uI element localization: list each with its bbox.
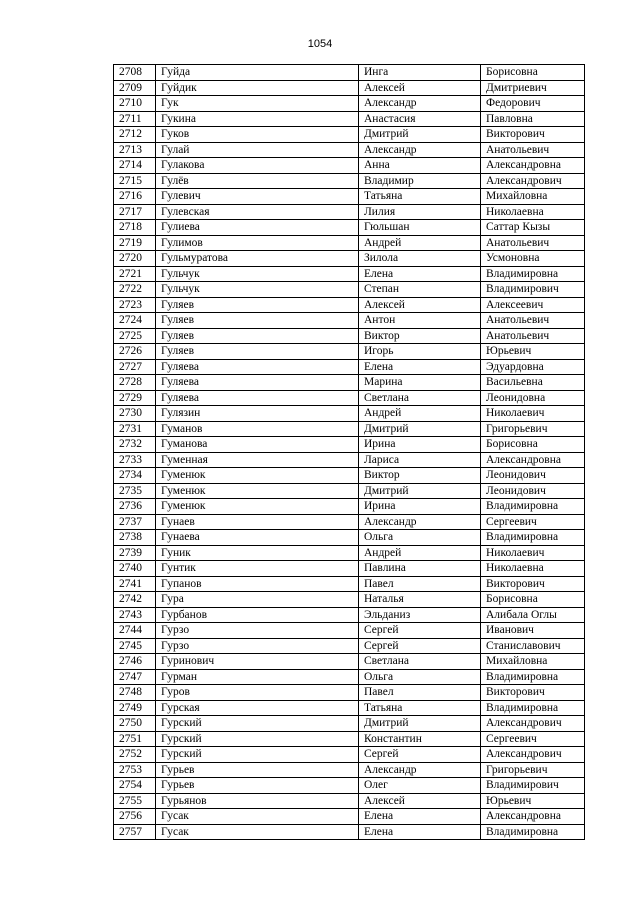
last-name-cell: Гурзо (156, 638, 359, 654)
row-number-cell: 2731 (114, 421, 156, 437)
first-name-cell: Сергей (359, 623, 481, 639)
table-row (114, 390, 585, 406)
last-name-cell: Гуляева (156, 359, 359, 375)
row-number-cell: 2725 (114, 328, 156, 344)
table-row (114, 297, 585, 313)
first-name-cell: Елена (359, 359, 481, 375)
last-name-cell: Гурский (156, 747, 359, 763)
table-row (114, 189, 585, 205)
last-name-cell: Гулевская (156, 204, 359, 220)
last-name-cell: Гулевич (156, 189, 359, 205)
row-number-cell: 2753 (114, 762, 156, 778)
last-name-cell: Гульмуратова (156, 251, 359, 267)
first-name-cell: Елена (359, 824, 481, 840)
patronymic-cell: Борисовна (481, 592, 585, 608)
patronymic-cell: Владимирович (481, 778, 585, 794)
table-row (114, 747, 585, 763)
row-number-cell: 2726 (114, 344, 156, 360)
last-name-cell: Гупанов (156, 576, 359, 592)
last-name-cell: Гура (156, 592, 359, 608)
last-name-cell: Гурский (156, 731, 359, 747)
table-row (114, 359, 585, 375)
patronymic-cell: Александрович (481, 173, 585, 189)
patronymic-cell: Александрович (481, 716, 585, 732)
row-number-cell: 2743 (114, 607, 156, 623)
table-row (114, 669, 585, 685)
row-number-cell: 2730 (114, 406, 156, 422)
patronymic-cell: Александровна (481, 158, 585, 174)
row-number-cell: 2708 (114, 65, 156, 81)
table-row (114, 65, 585, 81)
first-name-cell: Андрей (359, 235, 481, 251)
patronymic-cell: Викторович (481, 127, 585, 143)
patronymic-cell: Владимировна (481, 266, 585, 282)
last-name-cell: Гуляев (156, 344, 359, 360)
first-name-cell: Павел (359, 685, 481, 701)
table-row (114, 545, 585, 561)
last-name-cell: Гурман (156, 669, 359, 685)
last-name-cell: Гурьянов (156, 793, 359, 809)
first-name-cell: Ольга (359, 669, 481, 685)
last-name-cell: Гуляев (156, 328, 359, 344)
last-name-cell: Гулай (156, 142, 359, 158)
first-name-cell: Лариса (359, 452, 481, 468)
patronymic-cell: Леонидович (481, 483, 585, 499)
table-row (114, 96, 585, 112)
patronymic-cell: Алексеевич (481, 297, 585, 313)
row-number-cell: 2722 (114, 282, 156, 298)
first-name-cell: Елена (359, 809, 481, 825)
patronymic-cell: Борисовна (481, 437, 585, 453)
patronymic-cell: Юрьевич (481, 793, 585, 809)
patronymic-cell: Леонидовна (481, 390, 585, 406)
roster-body (114, 65, 585, 840)
first-name-cell: Лилия (359, 204, 481, 220)
first-name-cell: Александр (359, 514, 481, 530)
first-name-cell: Павел (359, 576, 481, 592)
first-name-cell: Дмитрий (359, 716, 481, 732)
row-number-cell: 2755 (114, 793, 156, 809)
row-number-cell: 2718 (114, 220, 156, 236)
last-name-cell: Гуляева (156, 375, 359, 391)
table-row (114, 173, 585, 189)
row-number-cell: 2740 (114, 561, 156, 577)
row-number-cell: 2717 (114, 204, 156, 220)
table-row (114, 824, 585, 840)
last-name-cell: Гурьев (156, 778, 359, 794)
first-name-cell: Анастасия (359, 111, 481, 127)
row-number-cell: 2732 (114, 437, 156, 453)
last-name-cell: Гуманова (156, 437, 359, 453)
last-name-cell: Гурская (156, 700, 359, 716)
first-name-cell: Владимир (359, 173, 481, 189)
first-name-cell: Александр (359, 762, 481, 778)
table-row (114, 421, 585, 437)
last-name-cell: Гулимов (156, 235, 359, 251)
last-name-cell: Гук (156, 96, 359, 112)
table-row (114, 514, 585, 530)
table-row (114, 220, 585, 236)
patronymic-cell: Станиславович (481, 638, 585, 654)
patronymic-cell: Сергеевич (481, 731, 585, 747)
first-name-cell: Светлана (359, 654, 481, 670)
first-name-cell: Сергей (359, 747, 481, 763)
last-name-cell: Гуменюк (156, 468, 359, 484)
last-name-cell: Гулязин (156, 406, 359, 422)
patronymic-cell: Александрович (481, 747, 585, 763)
patronymic-cell: Борисовна (481, 65, 585, 81)
row-number-cell: 2735 (114, 483, 156, 499)
table-row (114, 111, 585, 127)
first-name-cell: Константин (359, 731, 481, 747)
table-row (114, 700, 585, 716)
first-name-cell: Ольга (359, 530, 481, 546)
row-number-cell: 2727 (114, 359, 156, 375)
last-name-cell: Гурский (156, 716, 359, 732)
patronymic-cell: Сергеевич (481, 514, 585, 530)
row-number-cell: 2736 (114, 499, 156, 515)
patronymic-cell: Николаевич (481, 545, 585, 561)
first-name-cell: Татьяна (359, 700, 481, 716)
row-number-cell: 2745 (114, 638, 156, 654)
last-name-cell: Гурбанов (156, 607, 359, 623)
last-name-cell: Гуйда (156, 65, 359, 81)
row-number-cell: 2724 (114, 313, 156, 329)
row-number-cell: 2749 (114, 700, 156, 716)
first-name-cell: Алексей (359, 793, 481, 809)
row-number-cell: 2715 (114, 173, 156, 189)
patronymic-cell: Михайловна (481, 189, 585, 205)
page-number: 1054 (307, 38, 333, 50)
patronymic-cell: Павловна (481, 111, 585, 127)
patronymic-cell: Николаевич (481, 406, 585, 422)
table-row (114, 576, 585, 592)
patronymic-cell: Эдуардовна (481, 359, 585, 375)
first-name-cell: Дмитрий (359, 483, 481, 499)
table-row (114, 158, 585, 174)
first-name-cell: Александр (359, 96, 481, 112)
patronymic-cell: Алибала Оглы (481, 607, 585, 623)
patronymic-cell: Анатольевич (481, 142, 585, 158)
first-name-cell: Виктор (359, 468, 481, 484)
first-name-cell: Светлана (359, 390, 481, 406)
table-row (114, 452, 585, 468)
last-name-cell: Гуменная (156, 452, 359, 468)
patronymic-cell: Дмитриевич (481, 80, 585, 96)
patronymic-cell: Владимировна (481, 499, 585, 515)
patronymic-cell: Григорьевич (481, 762, 585, 778)
last-name-cell: Гулёв (156, 173, 359, 189)
row-number-cell: 2748 (114, 685, 156, 701)
table-row (114, 731, 585, 747)
row-number-cell: 2709 (114, 80, 156, 96)
row-number-cell: 2741 (114, 576, 156, 592)
patronymic-cell: Александровна (481, 452, 585, 468)
row-number-cell: 2738 (114, 530, 156, 546)
row-number-cell: 2710 (114, 96, 156, 112)
first-name-cell: Ирина (359, 499, 481, 515)
patronymic-cell: Усмоновна (481, 251, 585, 267)
patronymic-cell: Викторович (481, 576, 585, 592)
row-number-cell: 2719 (114, 235, 156, 251)
table-row (114, 344, 585, 360)
row-number-cell: 2712 (114, 127, 156, 143)
row-number-cell: 2756 (114, 809, 156, 825)
last-name-cell: Гуков (156, 127, 359, 143)
first-name-cell: Степан (359, 282, 481, 298)
table-row (114, 251, 585, 267)
first-name-cell: Виктор (359, 328, 481, 344)
last-name-cell: Гуменюк (156, 483, 359, 499)
table-row (114, 204, 585, 220)
patronymic-cell: Владимировна (481, 669, 585, 685)
table-row (114, 654, 585, 670)
last-name-cell: Гуманов (156, 421, 359, 437)
last-name-cell: Гусак (156, 809, 359, 825)
first-name-cell: Сергей (359, 638, 481, 654)
row-number-cell: 2713 (114, 142, 156, 158)
last-name-cell: Гуров (156, 685, 359, 701)
last-name-cell: Гурзо (156, 623, 359, 639)
row-number-cell: 2752 (114, 747, 156, 763)
first-name-cell: Павлина (359, 561, 481, 577)
row-number-cell: 2714 (114, 158, 156, 174)
row-number-cell: 2757 (114, 824, 156, 840)
first-name-cell: Инга (359, 65, 481, 81)
patronymic-cell: Саттар Кызы (481, 220, 585, 236)
patronymic-cell: Васильевна (481, 375, 585, 391)
first-name-cell: Марина (359, 375, 481, 391)
row-number-cell: 2750 (114, 716, 156, 732)
patronymic-cell: Анатольевич (481, 328, 585, 344)
row-number-cell: 2728 (114, 375, 156, 391)
row-number-cell: 2720 (114, 251, 156, 267)
patronymic-cell: Анатольевич (481, 313, 585, 329)
patronymic-cell: Иванович (481, 623, 585, 639)
patronymic-cell: Анатольевич (481, 235, 585, 251)
last-name-cell: Гусак (156, 824, 359, 840)
first-name-cell: Анна (359, 158, 481, 174)
first-name-cell: Зилола (359, 251, 481, 267)
table-row (114, 437, 585, 453)
patronymic-cell: Владимировна (481, 700, 585, 716)
last-name-cell: Гунаева (156, 530, 359, 546)
table-row (114, 282, 585, 298)
last-name-cell: Гулакова (156, 158, 359, 174)
row-number-cell: 2733 (114, 452, 156, 468)
table-row (114, 80, 585, 96)
first-name-cell: Андрей (359, 545, 481, 561)
last-name-cell: Гуляев (156, 297, 359, 313)
first-name-cell: Наталья (359, 592, 481, 608)
table-row (114, 685, 585, 701)
patronymic-cell: Викторович (481, 685, 585, 701)
first-name-cell: Алексей (359, 80, 481, 96)
last-name-cell: Гунаев (156, 514, 359, 530)
patronymic-cell: Леонидович (481, 468, 585, 484)
table-row (114, 778, 585, 794)
first-name-cell: Елена (359, 266, 481, 282)
first-name-cell: Олег (359, 778, 481, 794)
row-number-cell: 2744 (114, 623, 156, 639)
patronymic-cell: Юрьевич (481, 344, 585, 360)
table-row (114, 313, 585, 329)
patronymic-cell: Николаевна (481, 204, 585, 220)
table-row (114, 561, 585, 577)
table-row (114, 623, 585, 639)
first-name-cell: Антон (359, 313, 481, 329)
patronymic-cell: Николаевна (481, 561, 585, 577)
row-number-cell: 2723 (114, 297, 156, 313)
last-name-cell: Гуник (156, 545, 359, 561)
last-name-cell: Гульчук (156, 282, 359, 298)
row-number-cell: 2716 (114, 189, 156, 205)
row-number-cell: 2751 (114, 731, 156, 747)
patronymic-cell: Александровна (481, 809, 585, 825)
first-name-cell: Гюльшан (359, 220, 481, 236)
first-name-cell: Алексей (359, 297, 481, 313)
table-row (114, 468, 585, 484)
table-row (114, 716, 585, 732)
patronymic-cell: Федорович (481, 96, 585, 112)
first-name-cell: Татьяна (359, 189, 481, 205)
table-row (114, 127, 585, 143)
table-row (114, 793, 585, 809)
last-name-cell: Гульчук (156, 266, 359, 282)
last-name-cell: Гуринович (156, 654, 359, 670)
table-row (114, 592, 585, 608)
row-number-cell: 2739 (114, 545, 156, 561)
table-row (114, 762, 585, 778)
table-row (114, 142, 585, 158)
table-row (114, 638, 585, 654)
table-row (114, 328, 585, 344)
row-number-cell: 2734 (114, 468, 156, 484)
row-number-cell: 2737 (114, 514, 156, 530)
last-name-cell: Гукина (156, 111, 359, 127)
last-name-cell: Гуляев (156, 313, 359, 329)
last-name-cell: Гуменюк (156, 499, 359, 515)
roster-table (113, 64, 585, 840)
table-row (114, 406, 585, 422)
row-number-cell: 2746 (114, 654, 156, 670)
last-name-cell: Гуйдик (156, 80, 359, 96)
row-number-cell: 2721 (114, 266, 156, 282)
patronymic-cell: Владимировна (481, 824, 585, 840)
patronymic-cell: Владимирович (481, 282, 585, 298)
table-row (114, 809, 585, 825)
row-number-cell: 2742 (114, 592, 156, 608)
table-row (114, 235, 585, 251)
last-name-cell: Гулиева (156, 220, 359, 236)
patronymic-cell: Михайловна (481, 654, 585, 670)
first-name-cell: Эльданиз (359, 607, 481, 623)
first-name-cell: Ирина (359, 437, 481, 453)
table-row (114, 530, 585, 546)
row-number-cell: 2729 (114, 390, 156, 406)
patronymic-cell: Владимировна (481, 530, 585, 546)
table-row (114, 266, 585, 282)
last-name-cell: Гуляева (156, 390, 359, 406)
first-name-cell: Игорь (359, 344, 481, 360)
patronymic-cell: Григорьевич (481, 421, 585, 437)
row-number-cell: 2711 (114, 111, 156, 127)
first-name-cell: Александр (359, 142, 481, 158)
row-number-cell: 2747 (114, 669, 156, 685)
first-name-cell: Дмитрий (359, 421, 481, 437)
first-name-cell: Андрей (359, 406, 481, 422)
last-name-cell: Гунтик (156, 561, 359, 577)
table-row (114, 499, 585, 515)
table-row (114, 483, 585, 499)
row-number-cell: 2754 (114, 778, 156, 794)
table-row (114, 607, 585, 623)
first-name-cell: Дмитрий (359, 127, 481, 143)
last-name-cell: Гурьев (156, 762, 359, 778)
table-row (114, 375, 585, 391)
